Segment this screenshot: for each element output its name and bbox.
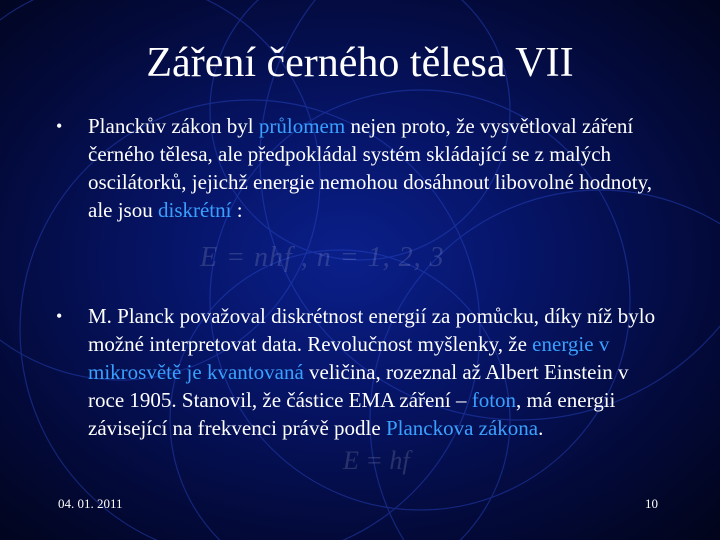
bullet-marker: • (56, 306, 63, 326)
highlighted-term: průlomem (258, 114, 346, 138)
text-run: , má energii závisející na frekvenci právě podle (88, 388, 616, 440)
text-run: veličina, rozeznal až Albert Einstein v roce 1905. Stanovil, že částice EMA záření – (88, 360, 629, 412)
highlighted-term: energie v mikrosvětě je kvantovaná (88, 332, 610, 384)
text-run: : (231, 198, 243, 222)
bullet-text (88, 302, 666, 442)
planck-formula: E = nhf , n = 1, 2, 3 (200, 242, 445, 273)
text-run: M. Planck považoval diskrétnost energií za pomůcku, díky níž bylo možné interpretovat data. Revolučnost myšlenky, že (88, 304, 656, 356)
slide-title: Záření černého tělesa VII (146, 40, 574, 86)
text-run: Planckův zákon byl (88, 114, 259, 138)
page-number: 10 (645, 496, 658, 511)
bullet-item (56, 302, 666, 442)
highlighted-term: diskrétní (157, 198, 232, 222)
bullet-text (88, 112, 666, 224)
inline-formula: E = hf (343, 446, 410, 475)
text-run: . (538, 416, 544, 440)
highlighted-term: Planckova zákona (385, 416, 539, 440)
bullet-marker: • (56, 116, 63, 136)
bullet-item (56, 112, 666, 224)
footer-date: 04. 01. 2011 (58, 496, 123, 511)
highlighted-term: foton (471, 388, 517, 412)
text-run: nejen proto, že vysvětloval záření černého tělesa, ale předpokládal systém skládající se z malých oscilátorků, jejichž energie nemohou dosáhnout libovolné hodnoty, ale jsou (88, 114, 652, 222)
